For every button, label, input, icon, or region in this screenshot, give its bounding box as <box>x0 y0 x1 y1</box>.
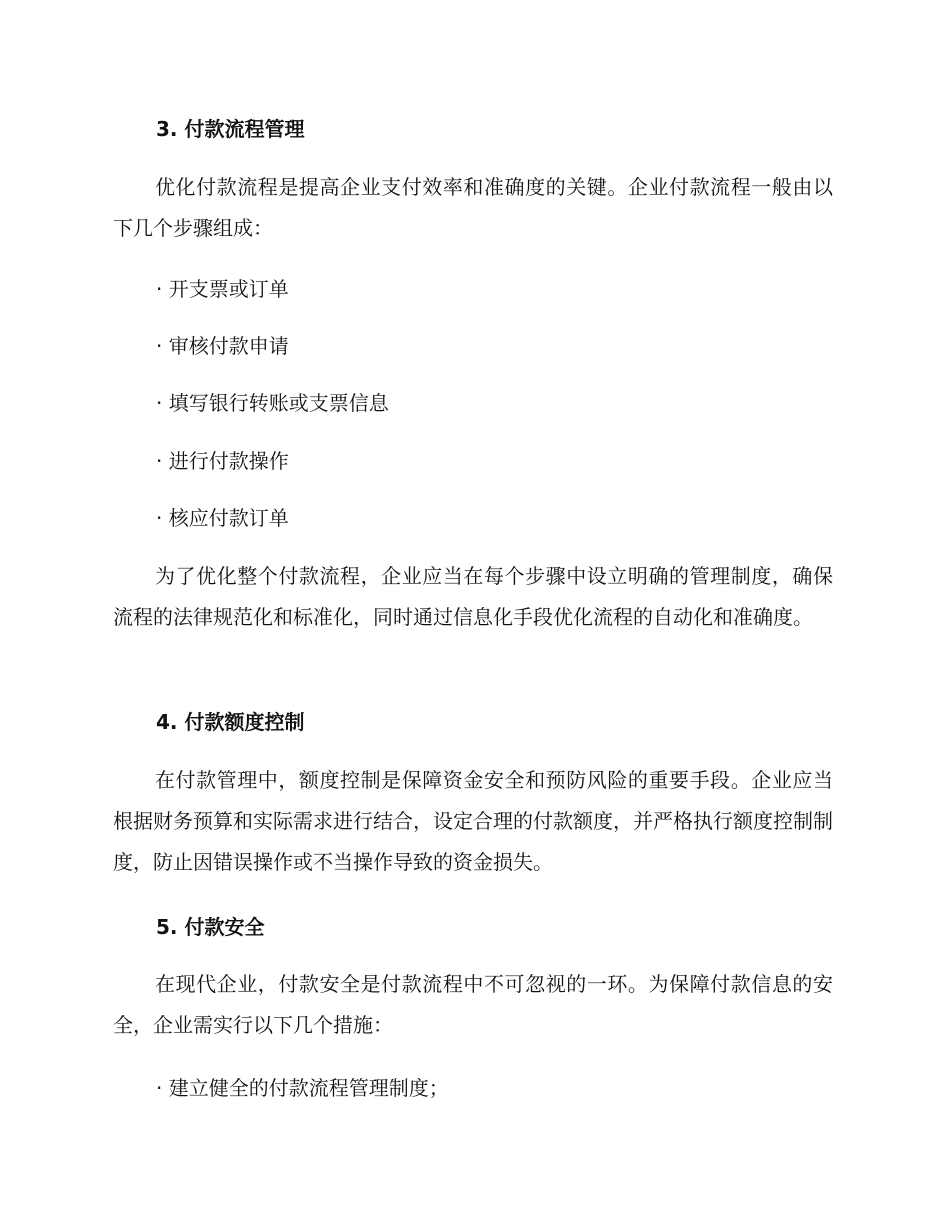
step-item: · 审核付款申请 <box>156 334 289 358</box>
step-item: · 核应付款订单 <box>156 506 289 530</box>
section-4-body: 在付款管理中，额度控制是保障资金安全和预防风险的重要手段。企业应当根据财务预算和实际需求进行结合，设定合理的付款额度，并严格执行额度控制制度，防止因错误操作或不当操作导致的资金损失。 <box>113 768 833 874</box>
step-item: · 开支票或订单 <box>156 277 289 301</box>
section-5-heading: 5. 付款安全 <box>156 915 265 939</box>
step-item: · 进行付款操作 <box>156 449 289 473</box>
section-3-heading: 3. 付款流程管理 <box>156 117 305 141</box>
step-item: · 填写银行转账或支票信息 <box>156 391 389 415</box>
section-3-intro: 优化付款流程是提高企业支付效率和准确度的关键。企业付款流程一般由以下几个步骤组成： <box>113 175 833 240</box>
section-5-intro: 在现代企业，付款安全是付款流程中不可忽视的一环。为保障付款信息的安全，企业需实行以下几个措施： <box>113 972 833 1037</box>
section-3-conclusion: 为了优化整个付款流程，企业应当在每个步骤中设立明确的管理制度，确保流程的法律规范化和标准化，同时通过信息化手段优化流程的自动化和准确度。 <box>113 564 833 629</box>
section-4-heading: 4. 付款额度控制 <box>156 710 305 734</box>
measure-item: · 建立健全的付款流程管理制度； <box>156 1076 449 1100</box>
